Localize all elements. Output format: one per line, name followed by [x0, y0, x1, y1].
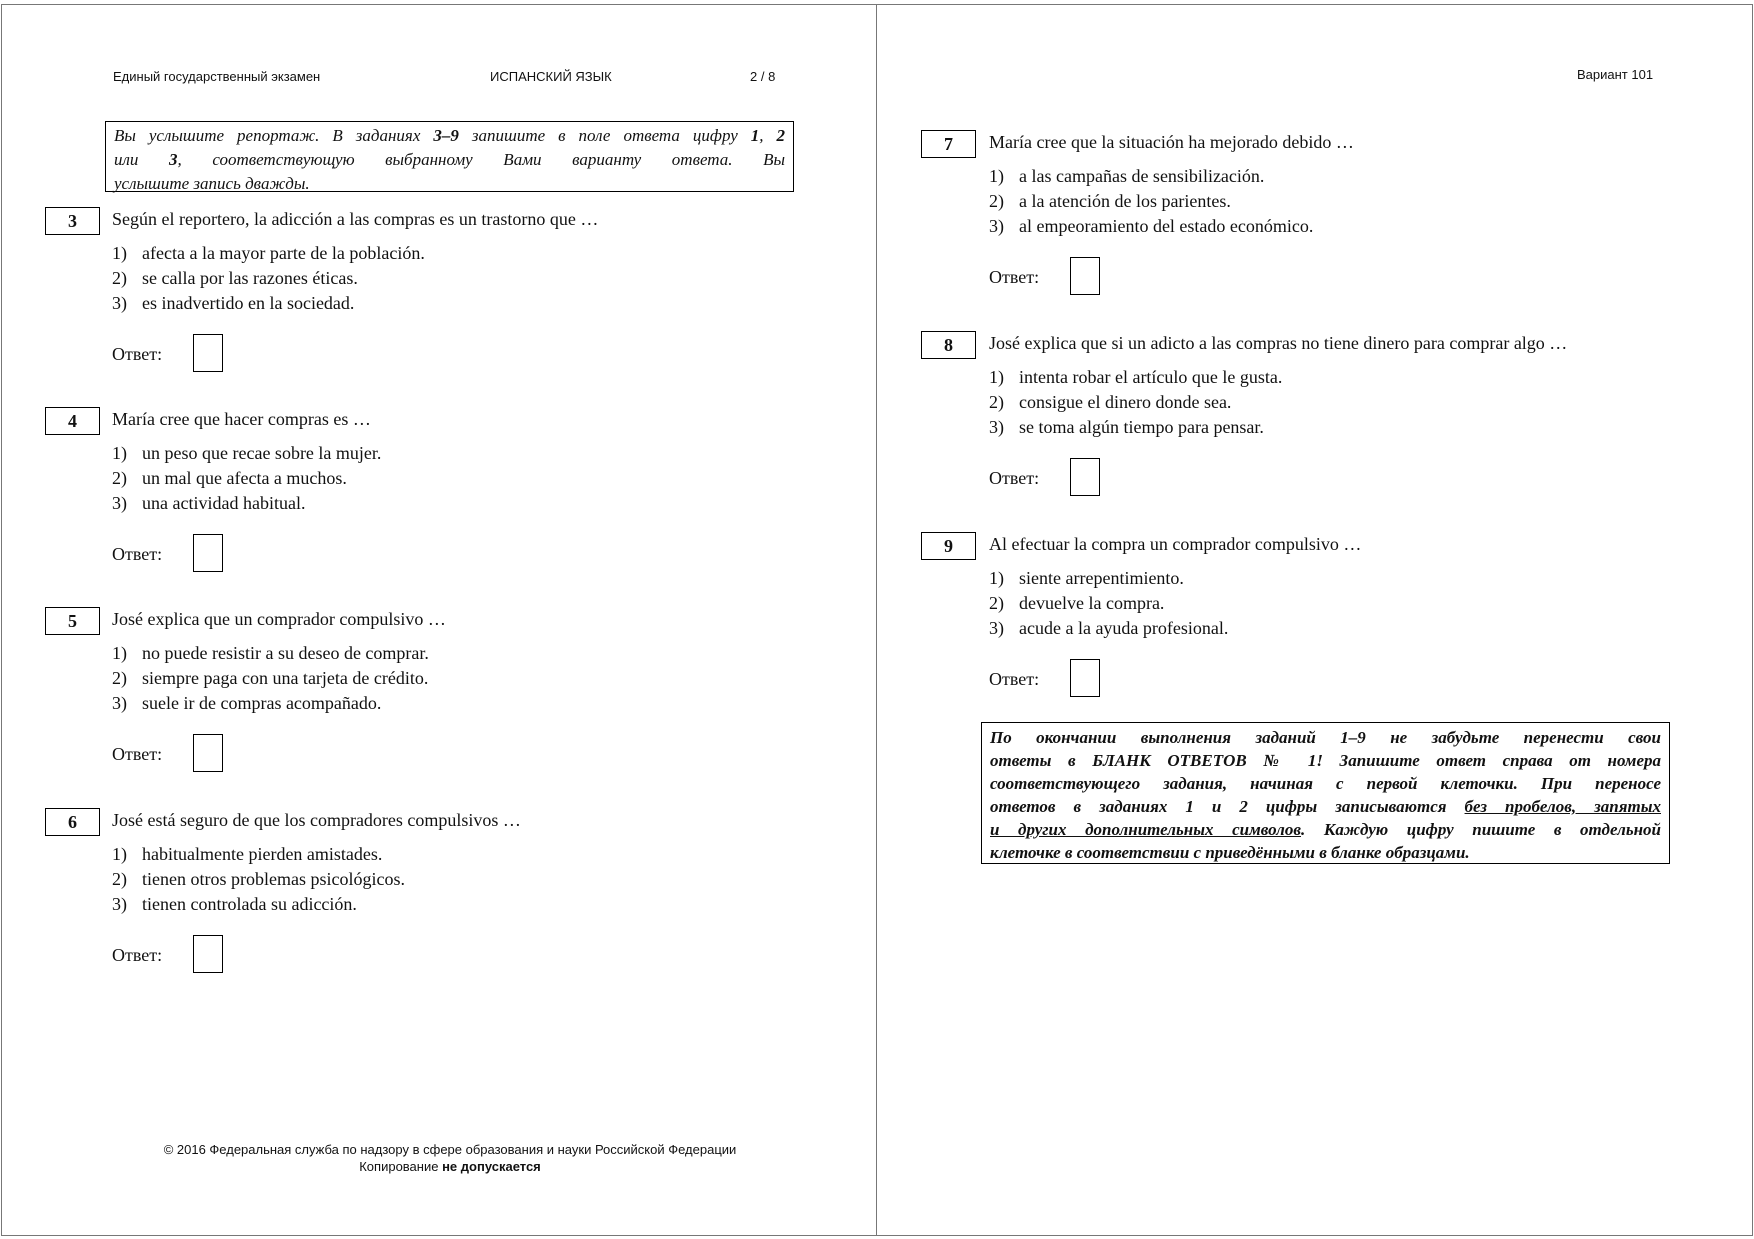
task-question: Según el reportero, la adicción a las compras es un trastorno que … — [112, 209, 599, 229]
task-options — [112, 241, 425, 316]
option-text: una actividad habitual. — [142, 493, 306, 513]
option-text: consigue el dinero donde sea. — [1019, 392, 1232, 412]
task-question: María cree que hacer compras es … — [112, 409, 371, 429]
task-number: 7 — [921, 130, 976, 158]
instruction-range: 3–9 — [433, 126, 459, 145]
option — [112, 842, 405, 867]
answer-box[interactable] — [1070, 458, 1100, 496]
answer-box[interactable] — [1070, 659, 1100, 697]
option-number: 3) — [112, 293, 127, 313]
answer-label: Ответ: — [112, 344, 163, 364]
instruction-text: или — [114, 150, 169, 169]
option-text: a las campañas de sensibilización. — [1019, 166, 1265, 186]
option-text: es inadvertido en la sociedad. — [142, 293, 355, 313]
transfer-reminder-box — [981, 722, 1670, 864]
option — [112, 892, 405, 917]
note-text: По окончании выполнения заданий 1–9 не забудьте перенести свои — [990, 728, 1661, 747]
option-text: a la atención de los parientes. — [1019, 191, 1231, 211]
option — [989, 616, 1228, 641]
option — [112, 691, 429, 716]
answer-box[interactable] — [193, 935, 223, 973]
note-text: ответы в БЛАНК ОТВЕТОВ № 1! Запишите ответ справа от номера — [990, 751, 1661, 770]
option — [989, 390, 1282, 415]
option — [112, 241, 425, 266]
option-text: tienen controlada su adicción. — [142, 894, 357, 914]
option — [112, 466, 381, 491]
option-number: 2) — [112, 268, 127, 288]
footer-copyright: © 2016 Федеральная служба по надзору в сфере образования и науки Российской Федерации — [163, 1142, 737, 1157]
answer-box[interactable] — [193, 734, 223, 772]
option-text: devuelve la compra. — [1019, 593, 1165, 613]
option-number: 1) — [112, 844, 127, 864]
option — [989, 365, 1282, 390]
option-number: 2) — [112, 468, 127, 488]
option-number: 3) — [989, 618, 1004, 638]
option-number: 3) — [989, 216, 1004, 236]
option-text: acude a la ayuda profesional. — [1019, 618, 1229, 638]
note-underlined: и других дополнительных символов — [990, 820, 1301, 839]
answer-box[interactable] — [1070, 257, 1100, 295]
task-number: 5 — [45, 607, 100, 635]
task-options — [112, 641, 429, 716]
option — [112, 666, 429, 691]
task-question: José explica que si un adicto a las compras no tiene dinero para comprar algo … — [989, 333, 1568, 353]
option-number: 2) — [112, 869, 127, 889]
option-text: suele ir de compras acompañado. — [142, 693, 382, 713]
instruction-text: , — [759, 126, 777, 145]
option-number: 1) — [112, 643, 127, 663]
note-text: ответов в заданиях 1 и 2 цифры записываются — [990, 797, 1465, 816]
option-text: tienen otros problemas psicológicos. — [142, 869, 405, 889]
task-options — [112, 842, 405, 917]
option — [112, 641, 429, 666]
option-number: 1) — [989, 367, 1004, 387]
answer-label: Ответ: — [112, 945, 163, 965]
instruction-text: Вы услышите репортаж. В заданиях — [114, 126, 434, 145]
answer-label: Ответ: — [112, 744, 163, 764]
footer-copy-text: Копирование — [359, 1159, 443, 1174]
task-question: María cree que la situación ha mejorado debido … — [989, 132, 1354, 152]
option — [989, 415, 1282, 440]
footer-copy-emphasis: не допускается — [442, 1159, 541, 1174]
instruction-text: услышите запись дважды. — [114, 174, 310, 193]
answer-label: Ответ: — [989, 267, 1040, 287]
option-number: 1) — [989, 568, 1004, 588]
task-number: 4 — [45, 407, 100, 435]
task-number: 3 — [45, 207, 100, 235]
option-text: siente arrepentimiento. — [1019, 568, 1184, 588]
footer-copy-notice — [130, 1158, 770, 1175]
option — [989, 591, 1228, 616]
option-number: 3) — [112, 693, 127, 713]
note-underlined: без пробелов, запятых — [1464, 797, 1661, 816]
instruction-text: , соответствующую выбранному Вами варианту ответа. Вы — [177, 150, 785, 169]
option-number: 1) — [112, 443, 127, 463]
option — [112, 291, 425, 316]
option-number: 1) — [989, 166, 1004, 186]
option-text: un peso que recae sobre la mujer. — [142, 443, 382, 463]
option-number: 1) — [112, 243, 127, 263]
option-number: 2) — [989, 392, 1004, 412]
option — [989, 164, 1313, 189]
option — [989, 214, 1313, 239]
answer-label: Ответ: — [989, 468, 1040, 488]
header-variant: Вариант 101 — [1577, 67, 1654, 82]
answer-label: Ответ: — [112, 544, 163, 564]
option-text: un mal que afecta a muchos. — [142, 468, 347, 488]
option-number: 2) — [989, 191, 1004, 211]
option-text: habitualmente pierden amistades. — [142, 844, 383, 864]
answer-box[interactable] — [193, 534, 223, 572]
page-divider — [876, 4, 877, 1236]
option-text: se calla por las razones éticas. — [142, 268, 358, 288]
option-number: 3) — [112, 493, 127, 513]
option-text: siempre paga con una tarjeta de crédito. — [142, 668, 429, 688]
answer-box[interactable] — [193, 334, 223, 372]
option — [989, 566, 1228, 591]
option — [112, 266, 425, 291]
option — [112, 441, 381, 466]
footer — [130, 1141, 770, 1175]
task-question: José explica que un comprador compulsivo … — [112, 609, 446, 629]
instruction-box — [105, 121, 794, 192]
task-question: Al efectuar la compra un comprador compulsivo … — [989, 534, 1362, 554]
header-page: 2 / 8 — [750, 69, 776, 84]
option — [989, 189, 1313, 214]
option-number: 3) — [112, 894, 127, 914]
note-text: клеточке в соответствии с приведёнными в бланке образцами. — [990, 843, 1470, 862]
header-exam: Единый государственный экзамен — [113, 69, 321, 84]
option-number: 3) — [989, 417, 1004, 437]
option — [112, 867, 405, 892]
task-number: 8 — [921, 331, 976, 359]
option-text: no puede resistir a su deseo de comprar. — [142, 643, 429, 663]
option-number: 2) — [989, 593, 1004, 613]
note-text: . Каждую цифру пишите в отдельной — [1301, 820, 1661, 839]
instruction-digit: 1 — [750, 126, 760, 145]
instruction-text: запишите в поле ответа цифру — [458, 126, 751, 145]
task-question: José está seguro de que los compradores compulsivos … — [112, 810, 521, 830]
option-text: intenta robar el artículo que le gusta. — [1019, 367, 1283, 387]
option-text: al empeoramiento del estado económico. — [1019, 216, 1314, 236]
option — [112, 491, 381, 516]
note-text: соответствующего задания, начиная с первой клеточки. При переносе — [990, 774, 1661, 793]
instruction-digit: 3 — [169, 150, 178, 169]
instruction-digit: 2 — [776, 126, 786, 145]
task-number: 6 — [45, 808, 100, 836]
task-options — [989, 365, 1282, 440]
task-number: 9 — [921, 532, 976, 560]
answer-label: Ответ: — [989, 669, 1040, 689]
option-text: se toma algún tiempo para pensar. — [1019, 417, 1264, 437]
task-options — [989, 566, 1228, 641]
option-text: afecta a la mayor parte de la población. — [142, 243, 425, 263]
task-options — [112, 441, 381, 516]
header-subject: ИСПАНСКИЙ ЯЗЫК — [490, 69, 612, 84]
task-options — [989, 164, 1313, 239]
option-number: 2) — [112, 668, 127, 688]
